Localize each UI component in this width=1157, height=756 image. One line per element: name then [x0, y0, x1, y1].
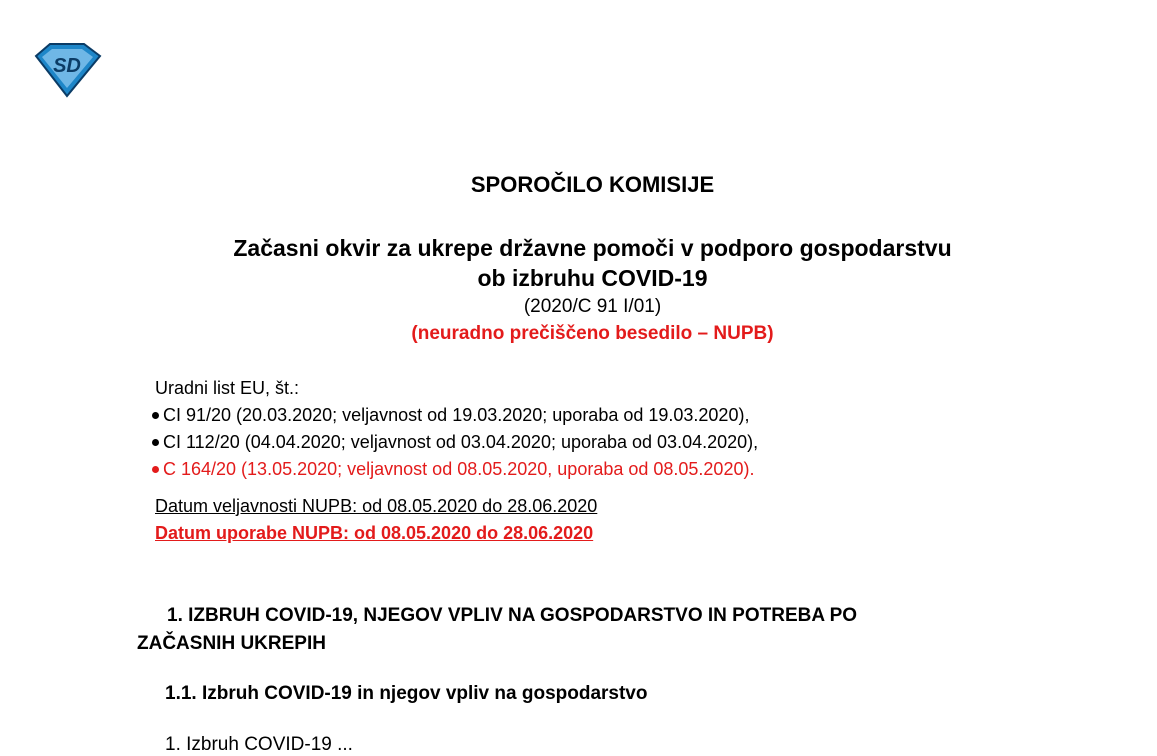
official-journal-list [150, 403, 758, 484]
section-1-heading [137, 602, 1037, 658]
bullet-icon [152, 466, 159, 473]
validity-date-line: Datum veljavnosti NUPB: od 08.05.2020 do 28.06.2020 [155, 496, 598, 516]
bullet-icon [152, 412, 159, 419]
list-item [150, 430, 758, 457]
subtitle-line-1: Začasni okvir za ukrepe državne pomoči v podporo gospodarstvu [233, 235, 952, 261]
official-journal-label: Uradni list EU, št.: [155, 378, 300, 398]
list-item [150, 403, 758, 430]
list-item [150, 457, 758, 484]
document-subtitle [0, 233, 1157, 293]
section-1-1-heading: 1.1. Izbruh COVID-19 in njegov vpliv na gospodarstvo [165, 683, 648, 704]
subtitle-line-2: ob izbruhu COVID-19 [477, 265, 708, 291]
logo-lettering: SD [53, 55, 81, 77]
application-date-line: Datum uporabe NUPB: od 08.05.2020 do 28.06.2020 [155, 523, 594, 543]
list-item-text: CI 91/20 (20.03.2020; veljavnost od 19.03.2020; uporaba od 19.03.2020), [163, 405, 750, 425]
truncated-paragraph-start: 1. Izbruh COVID-19 ... [165, 734, 353, 755]
section-1-heading-line-2: ZAČASNIH UKREPIH [137, 633, 326, 654]
sd-logo [30, 40, 104, 100]
section-1-heading-line-1: 1. IZBRUH COVID-19, NJEGOV VPLIV NA GOSPODARSTVO IN POTREBA PO [167, 605, 858, 626]
document-reference: (2020/C 91 I/01) [523, 296, 662, 317]
document-title: SPOROČILO KOMISIJE [470, 172, 715, 197]
nupb-note: (neuradno prečiščeno besedilo – NUPB) [411, 323, 774, 344]
list-item-text: CI 112/20 (04.04.2020; veljavnost od 03.04.2020; uporaba od 03.04.2020), [163, 432, 759, 452]
list-item-text: C 164/20 (13.05.2020; veljavnost od 08.05.2020, uporaba od 08.05.2020). [163, 459, 755, 479]
bullet-icon [152, 439, 159, 446]
